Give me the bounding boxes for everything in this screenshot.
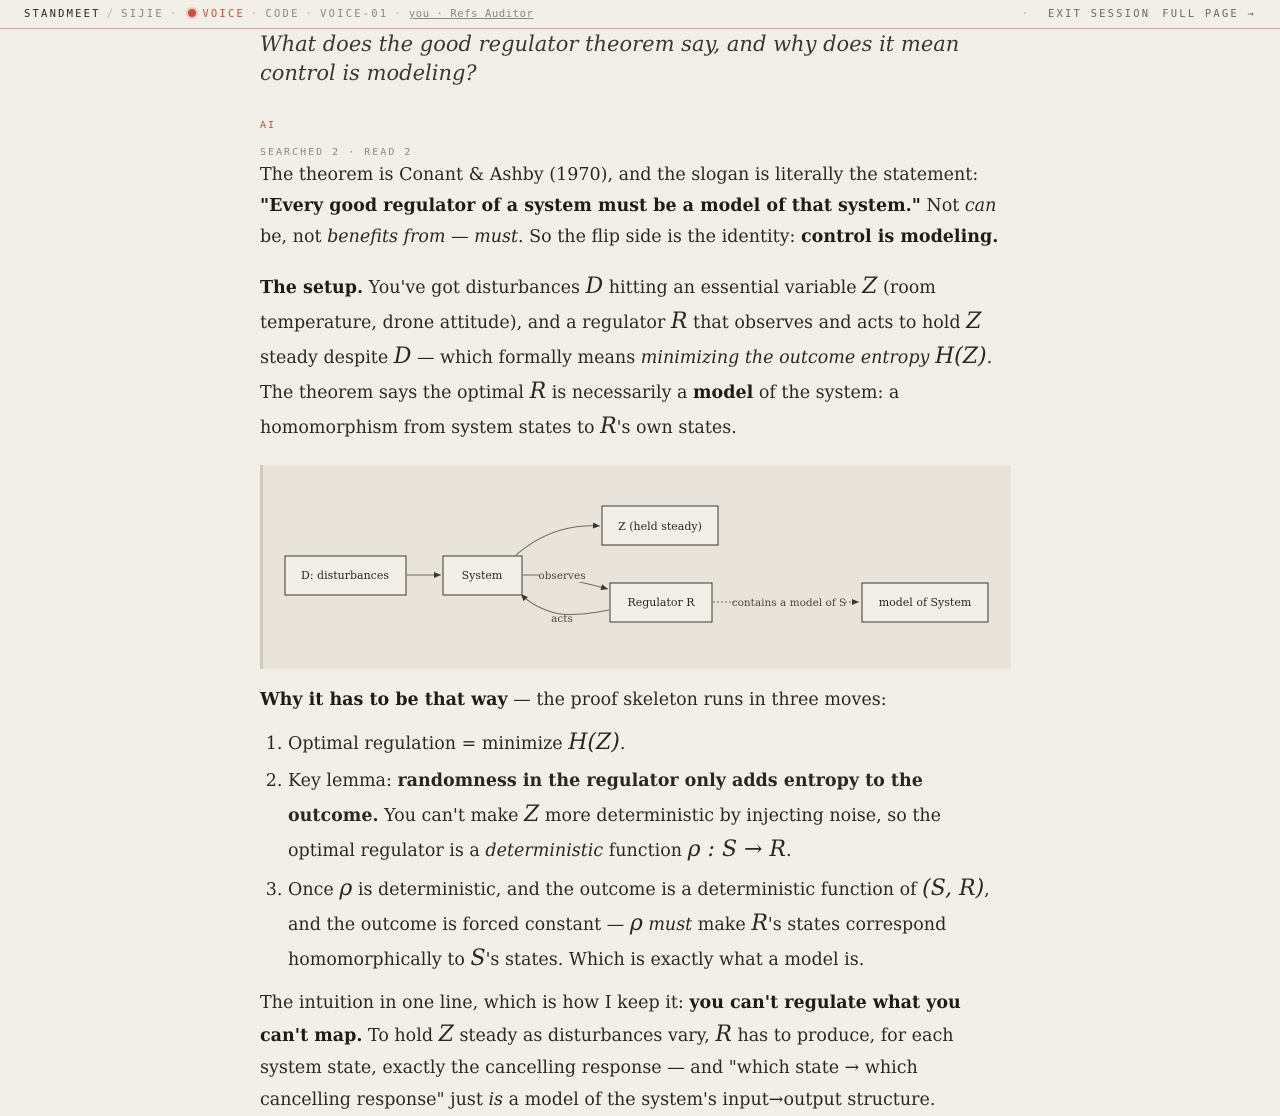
quote: "Every good regulator of a system must be a model of that system.": [260, 196, 921, 216]
text: You've got disturbances: [363, 278, 586, 298]
math-sr: (S, R): [922, 876, 985, 901]
text: steady as disturbances vary,: [453, 1026, 716, 1046]
brand-name[interactable]: STANDMEET: [24, 8, 101, 20]
text: Key lemma:: [288, 771, 398, 791]
text: — the proof skeleton runs in three moves:: [507, 690, 887, 710]
answer-paragraph-1: [260, 160, 1010, 253]
top-bar-left: [24, 8, 533, 20]
node-z-label: Z (held steady): [618, 520, 702, 533]
text: —: [445, 227, 475, 247]
math-hz: H(Z): [568, 730, 620, 755]
math-rho: ρ: [339, 876, 353, 901]
node-d-label: D: disturbances: [301, 569, 389, 582]
text: be, not: [260, 227, 328, 247]
exit-session-button[interactable]: EXIT SESSION: [1047, 8, 1151, 20]
text: You can't make: [378, 806, 524, 826]
emphasis: must: [474, 227, 519, 247]
top-bar: [0, 0, 1280, 29]
math-r: R: [751, 911, 768, 936]
diagram-svg: [263, 465, 1011, 669]
text: The theorem is Conant & Ashby (1970), and the slogan is literally the statement:: [260, 165, 979, 185]
recording-dot-icon: [188, 9, 196, 17]
edge-system-z: [516, 526, 600, 555]
edge-contains-label: contains a model of S: [731, 597, 847, 609]
conversation: [260, 30, 1010, 1116]
math-r: R: [600, 414, 617, 439]
text: , and the outcome is forced constant —: [288, 880, 990, 935]
text: . The theorem says the optimal: [260, 348, 993, 403]
text: steady despite: [260, 348, 394, 368]
node-regulator-label: Regulator R: [627, 596, 695, 609]
math-d: D: [393, 344, 412, 369]
text: make: [692, 915, 752, 935]
math-rho-map: ρ : S → R: [687, 837, 786, 862]
proof-steps: [260, 726, 1010, 977]
section-heading: Why it has to be that way: [260, 690, 508, 710]
key-phrase: you can't regulate what you can't map.: [260, 993, 961, 1046]
text: has to produce, for each system state, exactly the cancelling response — and "which state → which cancelling response" just: [260, 1026, 954, 1110]
text: Once: [288, 880, 340, 900]
text: function: [603, 841, 688, 861]
key-word: model: [693, 383, 754, 403]
node-model-label: model of System: [878, 596, 972, 609]
ai-role-label: AI: [260, 120, 277, 131]
activity-summary[interactable]: SEARCHED 2 · READ 2: [260, 147, 413, 158]
separator: ·: [305, 8, 315, 20]
math-r: R: [529, 379, 547, 404]
separator: ·: [394, 8, 403, 20]
answer-paragraph-2: [260, 270, 1010, 445]
emphasis: minimizing the outcome entropy: [640, 348, 930, 368]
text: — which formally means: [411, 348, 641, 368]
text: .: [786, 841, 792, 861]
emphasis: must: [648, 915, 693, 935]
text: a model of the system's input→output structure.: [503, 1090, 936, 1110]
emphasis: deterministic: [485, 841, 604, 861]
emphasis: can: [964, 196, 997, 216]
math-s: S: [470, 946, 486, 971]
text: To hold: [362, 1026, 439, 1046]
top-bar-right: [1015, 8, 1256, 20]
text: Optimal regulation = minimize: [288, 734, 569, 754]
separator: ·: [250, 8, 260, 20]
edge-observes-label: observes: [538, 570, 586, 582]
text: of the system: a homomorphism from system states to: [260, 383, 900, 438]
math-r: R: [670, 309, 688, 334]
key-lemma: randomness in the regulator only adds entropy to the outcome.: [288, 771, 923, 826]
workspace-name[interactable]: SIJIE: [121, 8, 164, 20]
list-item: [288, 765, 1010, 868]
answer-paragraph-4: [260, 987, 1010, 1116]
emphasis: benefits from: [327, 227, 446, 247]
text: 's states. Which is exactly what a model is.: [485, 950, 865, 970]
emphasis: is: [488, 1090, 504, 1110]
math-d: D: [585, 274, 604, 299]
code-value: VOICE-01: [320, 8, 389, 20]
text: is necessarily a: [546, 383, 694, 403]
text: Not: [920, 196, 965, 216]
math-z: Z: [966, 309, 982, 334]
node-system-label: System: [461, 569, 503, 582]
edge-acts-label: acts: [551, 613, 573, 625]
list-item: [288, 726, 1010, 761]
separator: ·: [169, 8, 179, 20]
separator: ·: [1021, 8, 1030, 20]
text: (room temperature, drone attitude), and a regulator: [260, 278, 936, 333]
text: 's own states.: [616, 418, 737, 438]
full-page-button[interactable]: FULL PAGE →: [1162, 8, 1256, 20]
text: . So the flip side is the identity:: [518, 227, 802, 247]
text: more deterministic by injecting noise, so the optimal regulator is a: [288, 806, 941, 861]
math-z: Z: [862, 274, 878, 299]
key-phrase: control is modeling.: [801, 227, 999, 247]
code-label: CODE: [265, 8, 300, 20]
text: that observes and acts to hold: [687, 313, 967, 333]
text: .: [619, 734, 626, 754]
edge-acts: [521, 594, 609, 614]
answer-paragraph-3: [260, 685, 1010, 716]
text: 's states correspond homomorphically to: [288, 915, 947, 970]
math-z: Z: [524, 802, 540, 827]
setup-heading: The setup.: [260, 278, 364, 298]
regulator-diagram: [260, 465, 1011, 669]
text: is deterministic, and the outcome is a deterministic function of: [352, 880, 923, 900]
user-link[interactable]: you · Refs Auditor: [408, 8, 534, 20]
math-hz: H(Z): [935, 344, 987, 369]
math-rho: ρ: [629, 911, 643, 936]
math-z: Z: [438, 1022, 454, 1047]
text: hitting an essential variable: [603, 278, 863, 298]
user-question: What does the good regulator theorem say, and why does it mean control is modeling?: [260, 32, 960, 85]
text: The intuition in one line, which is how I keep it:: [260, 993, 690, 1013]
separator: /: [106, 8, 116, 20]
math-r: R: [715, 1022, 732, 1047]
list-item: [288, 872, 1010, 977]
mode-label: VOICE: [202, 8, 245, 20]
